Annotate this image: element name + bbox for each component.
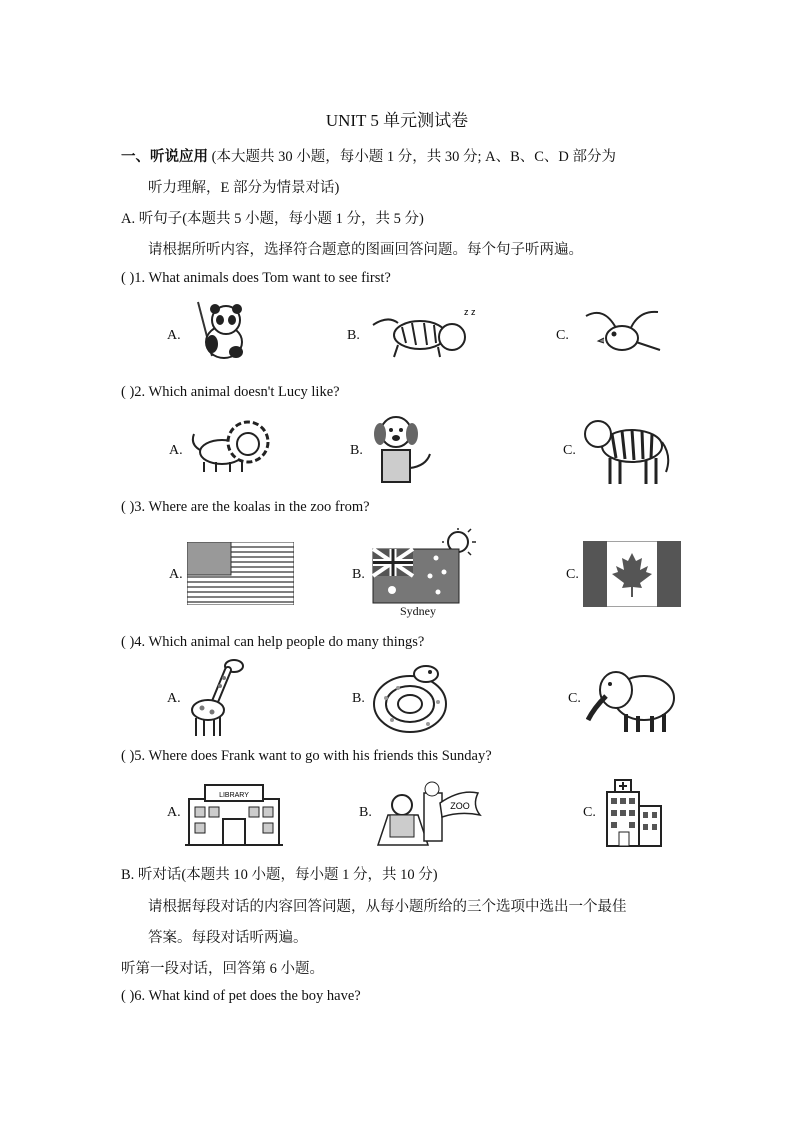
question-1: ( )1. What animals does Tom want to see first? — [121, 270, 391, 286]
hospital-image — [601, 778, 665, 848]
canada-flag-image — [583, 541, 681, 607]
bird-image — [576, 306, 668, 358]
page-title: UNIT 5 单元测试卷 — [325, 111, 469, 130]
library-image — [185, 779, 283, 849]
tiger-image — [580, 412, 672, 488]
q1-option-c[interactable]: C. — [556, 328, 569, 343]
part-a-instruction: 请根据所听内容，选择符合题意的图画回答问题。每个句子听两遍。 — [148, 242, 583, 258]
zoo-image — [376, 779, 482, 847]
part-a-heading: A. 听句子(本题共 5 小题，每小题 1 分，共 5 分) — [121, 211, 424, 227]
q3-option-b[interactable]: B. — [352, 567, 365, 582]
sleeping-tiger-image — [368, 305, 480, 360]
part-b-instruction-line2: 答案。每段对话听两遍。 — [148, 930, 308, 946]
part-b-instruction-line1: 请根据每段对话的内容回答问题，从每小题所给的三个选项中选出一个最佳 — [148, 899, 627, 915]
snake-image — [372, 662, 450, 736]
section-heading-rest: (本大题共 30 小题，每小题 1 分，共 30 分; A、B、C、D 部分为 — [208, 149, 617, 165]
q4-option-b[interactable]: B. — [352, 691, 365, 706]
section-heading-line2: 听力理解，E 部分为情景对话) — [148, 180, 340, 196]
dialogue-1-heading: 听第一段对话，回答第 6 小题。 — [121, 961, 324, 977]
q2-option-c[interactable]: C. — [563, 443, 576, 458]
part-b-heading: B. 听对话(本题共 10 小题，每小题 1 分，共 10 分) — [121, 867, 438, 883]
q5-option-b[interactable]: B. — [359, 805, 372, 820]
library-sign: LIBRARY — [219, 792, 249, 799]
dog-image — [370, 410, 434, 486]
question-6: ( )6. What kind of pet does the boy have? — [121, 988, 361, 1004]
q1-option-a[interactable]: A. — [167, 328, 181, 343]
q1-option-b[interactable]: B. — [347, 328, 360, 343]
q5-option-a[interactable]: A. — [167, 805, 181, 820]
lion-image — [190, 414, 272, 474]
zoo-sign: ZOO — [450, 801, 470, 811]
q3-option-a[interactable]: A. — [169, 567, 183, 582]
panda-image — [190, 300, 260, 362]
australia-flag-image — [372, 528, 478, 606]
section-heading — [121, 145, 616, 166]
question-2: ( )2. Which animal doesn't Lucy like? — [121, 384, 340, 400]
elephant-image — [586, 664, 682, 734]
q4-option-a[interactable]: A. — [167, 691, 181, 706]
q4-option-c[interactable]: C. — [568, 691, 581, 706]
q3-option-c[interactable]: C. — [566, 567, 579, 582]
question-3: ( )3. Where are the koalas in the zoo from? — [121, 499, 370, 515]
question-5: ( )5. Where does Frank want to go with his friends this Sunday? — [121, 748, 492, 764]
q5-option-c[interactable]: C. — [583, 805, 596, 820]
q2-option-a[interactable]: A. — [169, 443, 183, 458]
question-4: ( )4. Which animal can help people do many things? — [121, 634, 425, 650]
usa-flag-image — [187, 542, 294, 605]
svg-text:z z: z z — [464, 307, 476, 317]
sydney-caption: Sydney — [400, 604, 436, 618]
q2-option-b[interactable]: B. — [350, 443, 363, 458]
section-heading-bold: 一、听说应用 — [121, 149, 208, 165]
giraffe-image — [186, 658, 248, 738]
